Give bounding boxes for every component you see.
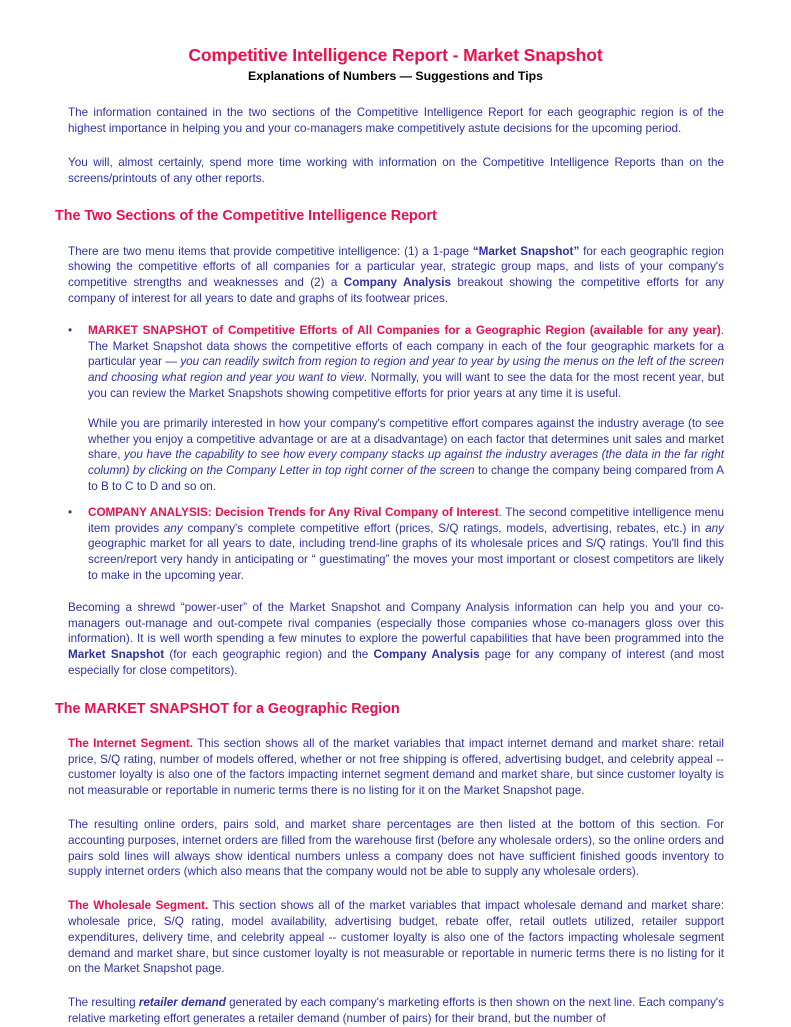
text-part: The resulting [68,996,139,1010]
list-item [68,505,724,584]
page-subtitle: Explanations of Numbers — Suggestions and Tips [248,69,543,84]
intro-paragraph-1: The information contained in the two sections of the Competitive Intelligence Report for each geographic region is of the highest importance in helping you and your co-managers make competitively astute decisions for the upcoming period. [68,106,724,136]
orders-block [0,817,791,880]
page-title: Competitive Intelligence Report - Market Snapshot [188,45,603,65]
intro-paragraph-2: You will, almost certainly, spend more time working with information on the Competitive Intelligence Reports than on the screens/printouts of any other reports. [68,155,724,185]
text-part: This section shows all of the market variables that impact wholesale demand and market share: wholesale price, S/Q rating, model availability, advertising budget, rebate offer, retail outlets utilized, retailer support expenditures, delivery time, and celebrity appeal -- customer loyalty is also one of the factors impacting wholesale segment demand and market share, but since customer loyalty is not measurable or reportable in numeric terms there is no listing for it on the Market Snapshot page. [68,899,724,976]
list-item-text [88,505,724,584]
text-part: breakout showing the competitive efforts for any company of interest for all years to date and graphs of its footwear prices. [68,276,724,305]
heading-market-snapshot: The MARKET SNAPSHOT for a Geographic Region [55,700,400,717]
market-snapshot-emphasis: Market Snapshot [68,648,165,662]
two-sections-intro-paragraph [68,244,724,307]
spacer [0,226,791,244]
text-part: to change the company being compared from A to B to C to D and so on. [88,464,724,493]
spacer [0,584,791,600]
text-part: geographic market for all years to date, including trend-line graphs of its wholesale prices and S/Q ratings. You'll find this screen/report very handy in anticipating or “ guestimating” the moves your most important or closest competitors are likely to make in the upcoming year. [88,537,724,582]
heading-two-sections: The Two Sections of the Competitive Intelligence Report [55,208,437,225]
closing-paragraph [68,600,724,679]
emphasis-any-1: any [163,521,183,535]
internet-segment-lead: The Internet Segment. [68,736,194,750]
text-part: . The second competitive intelligence menu item provides [88,505,724,535]
closing-block [0,600,791,679]
two-sections-intro [0,244,791,307]
market-snapshot-bullet-lead: MARKET SNAPSHOT of Competitive Efforts of All Companies for a Geographic Region (available for any year) [88,323,721,337]
sub-paragraph-advantage [68,416,724,495]
wholesale-segment-lead: The Wholesale Segment. [68,899,209,913]
spacer [0,880,791,898]
bullet-marker-icon: • [68,323,73,337]
text-part: . Normally, you will want to see the data for the most recent year, but you can review the Market Snapshots showing competitive efforts for prior years at any time it is useful. [88,371,724,400]
text-part: page for any company of interest (and most especially for close competitors). [68,648,724,677]
section-heading-container [0,701,791,718]
bullet-marker-icon: • [68,505,73,519]
spacer [0,718,791,736]
text-part: generated by each company's marketing efforts is then shown on the next line. Each company's relative marketing effort generates a retailer demand (number of pairs) for their brand, but the number of [68,996,724,1026]
spacer [0,799,791,817]
retailer-demand-paragraph [68,995,724,1027]
market-snapshot-emphasis: “Market Snapshot” [472,244,580,258]
retailer-demand-block [0,995,791,1027]
spacer [0,977,791,995]
bullet-list [0,323,791,584]
intro-block [0,105,791,186]
internet-segment-block [0,736,791,799]
company-analysis-emphasis: Company Analysis [343,276,452,290]
text-part: There are two menu items that provide competitive intelligence: (1) a 1-page [68,244,473,258]
text-part: for each geographic region showing the competitive efforts of all companies for a particular year, strategic group maps, and lists of your company's competitive strengths and weaknesses and (2) a [68,244,725,290]
text-part: This section shows all of the market variables that impact internet demand and market share: retail price, S/Q rating, number of models offered, whether or not free shipping is offered, advertising budget, and celebrity appeal -- customer loyalty is also one of the factors impacting internet segment demand and market share, but since customer loyalty is not measurable or reportable in numeric terms there is no listing for it on the Market Snapshot page. [68,736,724,798]
sub-paragraph-text [88,416,724,495]
wholesale-segment-paragraph [68,898,724,977]
text-part: . The Market Snapshot data shows the competitive efforts of each company in each of the four geographic markets for a particular year — [88,323,724,369]
spacer [0,83,791,105]
text-part: company's complete competitive effort (prices, S/Q ratings, models, advertising, rebates, etc.) in [182,521,706,535]
list-item [68,323,724,402]
spacer [68,495,724,505]
orders-paragraph: The resulting online orders, pairs sold, and market share percentages are then listed at the bottom of this section. For accounting purposes, internet orders are filled from the warehouse first (before any wholesale orders), so the online orders and pairs sold lines will always show identical numbers unless a company does not have sufficient finished goods inventory to supply internet orders (which also means that the company would not be able to supply any wholesale orders). [68,818,724,879]
emphasis-any-2: any [705,521,724,535]
text-part: Becoming a shrewd “power-user” of the Market Snapshot and Company Analysis information can help you and your co-managers out-manage and out-compete rival companies (especially those companies whose co-managers gloss over this information). It is well worth spending a few minutes to explore the powerful capabilities that have been programmed into the [68,600,724,646]
spacer [0,679,791,701]
spacer [68,402,724,416]
spacer [0,186,791,208]
spacer [68,137,724,155]
company-analysis-emphasis: Company Analysis [373,648,480,662]
list-item-text [88,323,724,402]
emphasis-switch-region: you can readily switch from region to region and year to year by using the menus on the left of the screen and choosing what region and year you want to view [88,355,725,385]
wholesale-segment-block [0,898,791,977]
text-part: While you are primarily interested in how your company's competitive effort compares against the industry average (to see whether you enjoy a competitive advantage or are at a disadvantage) on each factor that determines unit sales and market share, [88,416,724,462]
company-analysis-bullet-lead: COMPANY ANALYSIS: Decision Trends for Any Rival Company of Interest [88,505,499,519]
retailer-demand-emphasis: retailer demand [138,996,226,1010]
spacer [0,307,791,323]
text-part: (for each geographic region) and the [164,648,374,662]
section-heading-container [0,208,791,225]
internet-segment-paragraph [68,736,724,799]
emphasis-company-letter: you have the capability to see how every company stacks up against the industry averages (the data in the far right column) by clicking on the Company Letter in top right corner of the screen [88,448,724,478]
